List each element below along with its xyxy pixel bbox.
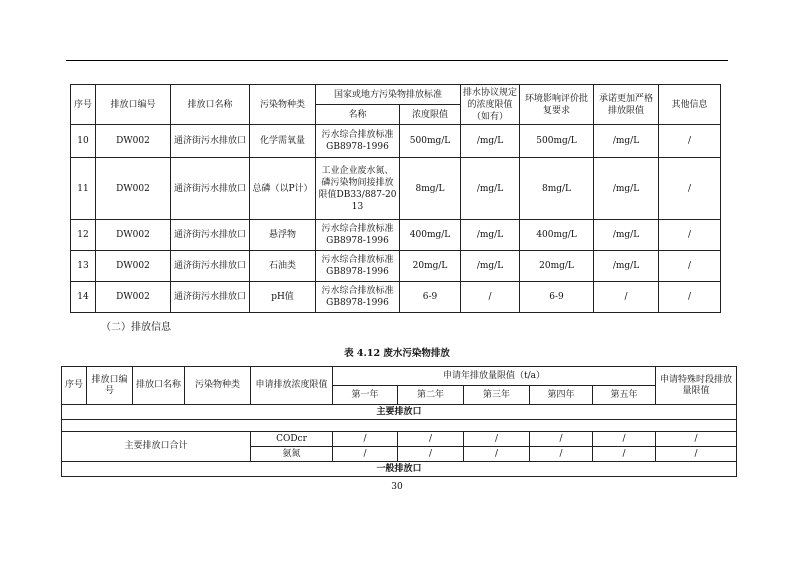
- general-outlet-label: 一般排放口: [62, 462, 737, 477]
- cell-eia: 500mg/L: [520, 125, 594, 158]
- cell-agreement: /mg/L: [461, 220, 520, 251]
- cell-eia: 8mg/L: [520, 158, 594, 220]
- cell-outlet-name: 通济街污水排放口: [171, 220, 250, 251]
- header-outlet-id: 排放口编号: [87, 367, 133, 405]
- header-standard: 国家或地方污染物排放标准: [316, 85, 461, 105]
- cell-other: /: [659, 220, 721, 251]
- cell-standard: 污水综合排放标准GB8978-1996: [316, 125, 400, 158]
- cell-outlet-id: DW002: [96, 158, 171, 220]
- header-year-3: 第三年: [464, 386, 530, 405]
- cell-seq: 14: [71, 282, 96, 313]
- cell-value: /: [656, 447, 737, 462]
- cell-standard: 工业企业废水氮、磷污染物间接排放限值DB33/887-2013: [316, 158, 400, 220]
- cell-other: /: [659, 158, 721, 220]
- header-promise: 承诺更加严格排放限值: [594, 85, 659, 125]
- header-pollutant: 污染物种类: [185, 367, 251, 405]
- cell-pollutant: 总磷（以P计）: [250, 158, 316, 220]
- cell-outlet-id: DW002: [96, 125, 171, 158]
- cell-value: /: [333, 432, 398, 447]
- cell-agreement: /mg/L: [461, 158, 520, 220]
- cell-value: /: [593, 447, 656, 462]
- cell-value: /: [464, 432, 530, 447]
- cell-pollutant: 氨氮: [251, 447, 333, 462]
- header-eia: 环境影响评价批复要求: [520, 85, 594, 125]
- cell-promise: /mg/L: [594, 220, 659, 251]
- header-agreement: 排水协议规定的浓度限值（如有）: [461, 85, 520, 125]
- cell-promise: /mg/L: [594, 125, 659, 158]
- cell-seq: 10: [71, 125, 96, 158]
- cell-seq: 11: [71, 158, 96, 220]
- cell-agreement: /mg/L: [461, 251, 520, 282]
- header-outlet-name: 排放口名称: [171, 85, 250, 125]
- empty-row: [62, 420, 737, 432]
- header-std-name: 名称: [316, 105, 400, 125]
- cell-value: /: [656, 432, 737, 447]
- cell-limit: 400mg/L: [400, 220, 461, 251]
- cell-outlet-name: 通济街污水排放口: [171, 125, 250, 158]
- cell-other: /: [659, 251, 721, 282]
- cell-standard: 污水综合排放标准GB8978-1996: [316, 282, 400, 313]
- cell-pollutant: 悬浮物: [250, 220, 316, 251]
- table-caption: 表 4.12 废水污染物排放: [344, 348, 450, 359]
- cell-seq: 12: [71, 220, 96, 251]
- cell-limit: 20mg/L: [400, 251, 461, 282]
- cell-promise: /mg/L: [594, 158, 659, 220]
- cell-value: /: [593, 432, 656, 447]
- header-rule: [66, 60, 728, 61]
- cell-other: /: [659, 125, 721, 158]
- table-row: [71, 282, 721, 313]
- cell-agreement: /: [461, 282, 520, 313]
- cell-outlet-name: 通济街污水排放口: [171, 158, 250, 220]
- wastewater-emission-table: [61, 366, 737, 477]
- cell-outlet-name: 通济街污水排放口: [171, 251, 250, 282]
- table-row: [71, 220, 721, 251]
- cell-eia: 20mg/L: [520, 251, 594, 282]
- header-pollutant: 污染物种类: [250, 85, 316, 125]
- cell-value: /: [398, 447, 464, 462]
- cell-pollutant: 石油类: [250, 251, 316, 282]
- table-row: [71, 158, 721, 220]
- cell-outlet-id: DW002: [96, 251, 171, 282]
- cell-eia: 400mg/L: [520, 220, 594, 251]
- cell-limit: 8mg/L: [400, 158, 461, 220]
- cell-standard: 污水综合排放标准GB8978-1996: [316, 251, 400, 282]
- main-total-label: 主要排放口合计: [62, 432, 251, 462]
- header-outlet-id: 排放口编号: [96, 85, 171, 125]
- table-row: [71, 125, 721, 158]
- table-row: [62, 432, 737, 447]
- cell-standard: 污水综合排放标准GB8978-1996: [316, 220, 400, 251]
- main-outlet-label: 主要排放口: [62, 405, 737, 420]
- header-seq: 序号: [71, 85, 96, 125]
- cell-outlet-id: DW002: [96, 282, 171, 313]
- header-seq: 序号: [62, 367, 87, 405]
- cell-limit: 6-9: [400, 282, 461, 313]
- cell-promise: /: [594, 282, 659, 313]
- cell-value: /: [333, 447, 398, 462]
- cell-pollutant: pH值: [250, 282, 316, 313]
- cell-limit: 500mg/L: [400, 125, 461, 158]
- cell-value: /: [464, 447, 530, 462]
- header-year-1: 第一年: [333, 386, 398, 405]
- cell-value: /: [530, 432, 593, 447]
- cell-pollutant: CODcr: [251, 432, 333, 447]
- cell-outlet-name: 通济街污水排放口: [171, 282, 250, 313]
- cell-pollutant: 化学需氧量: [250, 125, 316, 158]
- header-other: 其他信息: [659, 85, 721, 125]
- header-year-2: 第二年: [398, 386, 464, 405]
- header-outlet-name: 排放口名称: [133, 367, 185, 405]
- header-std-limit: 浓度限值: [400, 105, 461, 125]
- header-annual: 申请年排放量限值（t/a）: [333, 367, 656, 386]
- cell-agreement: /mg/L: [461, 125, 520, 158]
- cell-value: /: [530, 447, 593, 462]
- cell-other: /: [659, 282, 721, 313]
- cell-value: /: [398, 432, 464, 447]
- cell-outlet-id: DW002: [96, 220, 171, 251]
- header-year-5: 第五年: [593, 386, 656, 405]
- cell-seq: 13: [71, 251, 96, 282]
- header-special: 申请特殊时段排放量限值: [656, 367, 737, 405]
- table-row: [71, 251, 721, 282]
- section-heading: （二）排放信息: [101, 322, 171, 333]
- pollutant-standard-table: [70, 84, 721, 313]
- cell-eia: 6-9: [520, 282, 594, 313]
- cell-promise: /mg/L: [594, 251, 659, 282]
- page-number: 30: [391, 482, 403, 492]
- header-conc-limit: 申请排放浓度限值: [251, 367, 333, 405]
- header-year-4: 第四年: [530, 386, 593, 405]
